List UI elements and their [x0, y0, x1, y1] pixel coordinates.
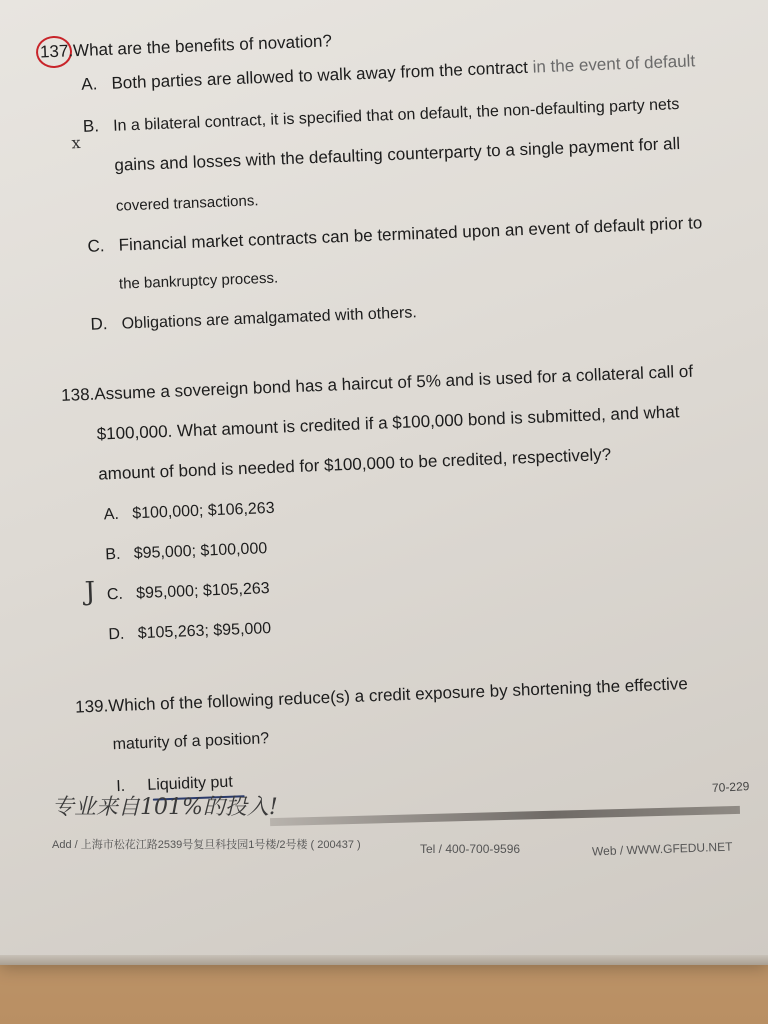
q139-stem-line1 [75, 674, 688, 718]
option-letter: A. [103, 505, 120, 524]
q138-option-b [105, 540, 268, 564]
q137-option-b-line3 [116, 190, 259, 215]
option-text: $105,263; $95,000 [137, 620, 272, 643]
q139-stem-text: Which of the following reduce(s) a credit exposure by shortening the effective [107, 674, 689, 716]
q137-option-c-line2 [119, 268, 279, 294]
option-text: Both parties are allowed to walk away from the contract [111, 57, 529, 93]
option-letter: B. [82, 116, 100, 136]
q139-number: 139. [74, 696, 109, 717]
option-text: $100,000; $106,263 [131, 499, 275, 523]
page-number: 70-229 [711, 779, 750, 795]
q138-stem-line1 [61, 362, 694, 406]
footer-slogan: 专业来自101%的投入! [52, 795, 278, 820]
option-text: $95,000; $105,263 [135, 580, 270, 603]
option-letter: D. [108, 625, 125, 644]
q137-number: 137. [39, 41, 74, 62]
item-text: Liquidity put [147, 773, 234, 794]
option-letter: A. [80, 74, 98, 94]
option-letter: B. [105, 545, 121, 564]
q139-stem-line2 [112, 730, 269, 754]
option-letter: D. [90, 314, 108, 334]
roman-numeral: I. [115, 777, 126, 796]
q137-stem-text: What are the benefits of novation? [72, 31, 333, 61]
footer-tel: Tel / 400-700-9596 [420, 842, 521, 856]
option-text: $95,000; $100,000 [133, 540, 268, 563]
footer-web: Web / WWW.GFEDU.NET [591, 839, 733, 859]
q138-number: 138. [60, 384, 95, 405]
q137-option-b-line2 [114, 134, 680, 176]
q137-option-d [90, 302, 417, 335]
option-letter: C. [106, 585, 124, 604]
q137-option-c-line1 [87, 213, 702, 257]
handwritten-check-mark: J [84, 576, 96, 608]
q137-option-a [81, 51, 696, 95]
q138-stem-line2 [96, 402, 679, 444]
page-bottom-edge [0, 955, 768, 965]
option-text: covered transactions. [115, 192, 259, 215]
option-text-cut: in the event of default [527, 51, 696, 77]
q137-stem [40, 31, 333, 62]
option-text: In a bilateral contract, it is specified that on default, the non-defaulting party nets [112, 96, 680, 135]
q137-option-b-line1 [83, 94, 680, 137]
q138-stem-text: amount of bond is needed for $100,000 to be credited, respectively? [97, 444, 612, 484]
option-text: Obligations are amalgamated with others. [121, 304, 418, 333]
q138-stem-line3 [98, 445, 612, 485]
option-text: the bankruptcy process. [118, 269, 279, 293]
q138-stem-text: Assume a sovereign bond has a haircut of 5% and is used for a collateral call of [93, 361, 694, 404]
handwritten-x-mark: x [71, 133, 81, 153]
q138-stem-text: $100,000. What amount is credited if a $100,000 bond is submitted, and what [96, 402, 680, 444]
footer-address: Add / 上海市松花江路2539号复旦科技园1号楼/2号楼 ( 200437 ) [52, 839, 361, 851]
option-letter: C. [87, 236, 105, 256]
q139-stem-text: maturity of a position? [112, 730, 270, 754]
q138-option-d [108, 620, 271, 644]
option-text: Financial market contracts can be terminated upon an event of default prior to [118, 213, 703, 255]
q138-option-c [107, 580, 270, 604]
q138-option-a [104, 500, 275, 525]
option-text: gains and losses with the defaulting counterparty to a single payment for all [114, 134, 681, 175]
